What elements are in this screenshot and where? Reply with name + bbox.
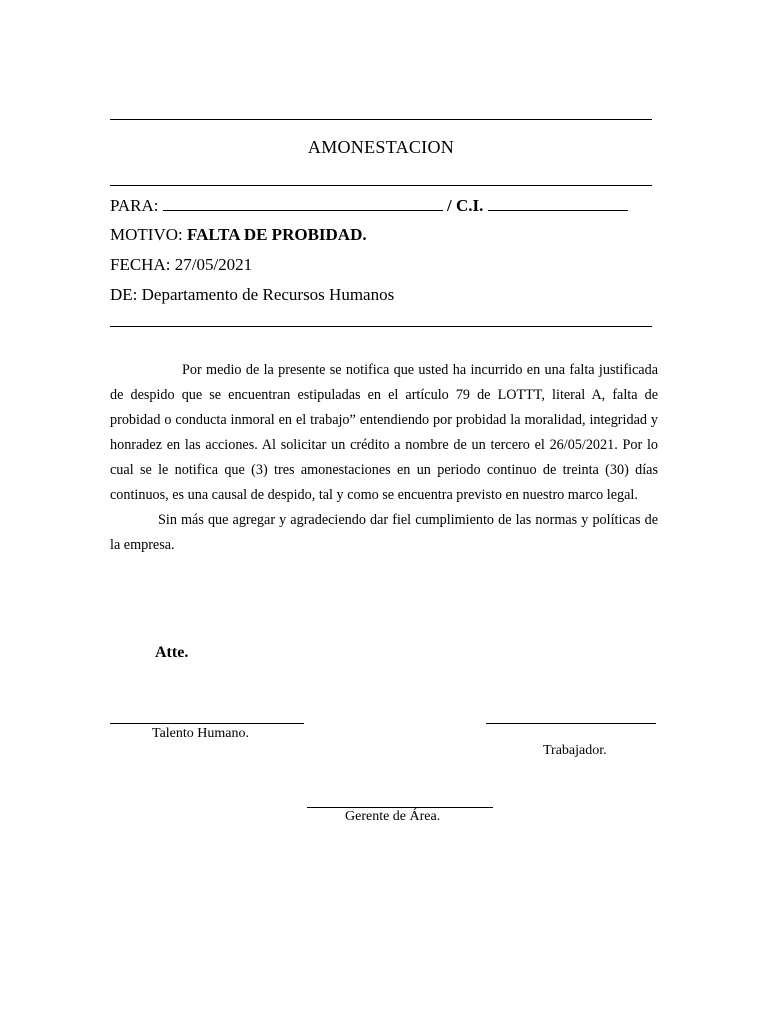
- signature-label-trabajador: Trabajador.: [543, 743, 607, 758]
- de-label: DE:: [110, 285, 138, 304]
- fecha-row: [110, 255, 252, 275]
- fecha-value: 27/05/2021: [174, 255, 253, 274]
- top-rule: [110, 119, 652, 120]
- title-rule: [110, 185, 652, 186]
- body-paragraph-1: Por medio de la presente se notifica que usted ha incurrido en una falta justificada de despido que se encuentran estipuladas en el artículo 79 de LOTTT, literal A, falta de probidad o conducta inmoral en el trabajo” entendiendo por probidad la moralidad, integridad y honradez en las acciones. Al solicitar un crédito a nombre de un tercero el 26/05/2021. Por lo cual se le notifica que (3) tres amonestaciones en un periodo continuo de treinta (30) días continuos, es una causal de despido, tal y como se encuentra previsto en nuestro marco legal.: [110, 362, 658, 503]
- de-value: Departamento de Recursos Humanos: [141, 285, 395, 304]
- signature-label-gerente: Gerente de Área.: [345, 809, 441, 824]
- ci-label: / C.I.: [447, 196, 484, 215]
- ci-blank: [488, 196, 628, 211]
- body-paragraph-2: Sin más que agregar y agradeciendo dar fiel cumplimiento de las normas y políticas de la empresa.: [110, 512, 658, 553]
- signature-line-gerente: [307, 807, 493, 808]
- fecha-label: FECHA:: [110, 255, 171, 274]
- de-row: [110, 285, 394, 305]
- header-bottom-rule: [110, 326, 652, 327]
- document-title: AMONESTACION: [307, 137, 455, 157]
- motivo-label: MOTIVO:: [110, 225, 183, 244]
- para-label: PARA:: [110, 196, 159, 215]
- body-text: [110, 358, 658, 558]
- signature-label-talento-humano: Talento Humano.: [152, 726, 249, 741]
- para-row: [110, 196, 628, 216]
- motivo-row: [110, 225, 367, 245]
- para-blank: [163, 196, 443, 211]
- closing-atte: Atte.: [155, 644, 189, 661]
- signature-line-talento-humano: [110, 723, 304, 724]
- motivo-value: FALTA DE PROBIDAD.: [186, 225, 367, 244]
- signature-line-trabajador: [486, 723, 656, 724]
